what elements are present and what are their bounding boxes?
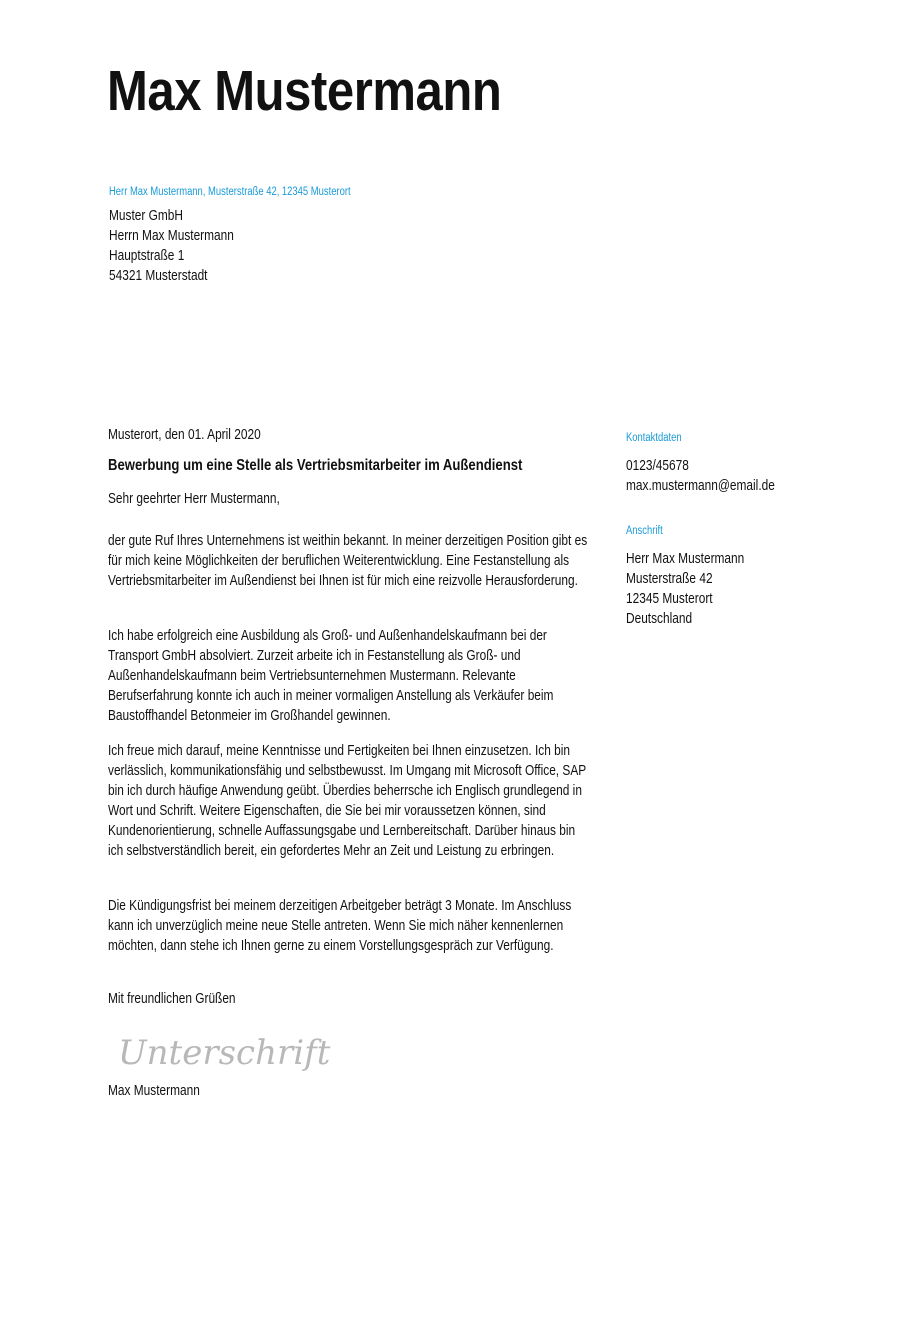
letter-closing: Mit freundlichen Grüßen (108, 991, 236, 1007)
address-name: Herr Max Mustermann (626, 551, 745, 567)
letter-salutation: Sehr geehrter Herr Mustermann, (108, 491, 280, 507)
contact-email: max.mustermann@email.de (626, 478, 775, 494)
signer-name: Max Mustermann (108, 1083, 200, 1099)
address-heading: Anschrift (626, 525, 663, 537)
letter-subject: Bewerbung um eine Stelle als Vertriebsmitarbeiter im Außendienst (108, 457, 523, 474)
signature-image (114, 1030, 354, 1080)
contact-block (626, 456, 808, 496)
recipient-company: Muster GmbH (109, 208, 184, 224)
body-paragraph-3: Ich freue mich darauf, meine Kenntnisse und Fertigkeiten bei Ihnen einzusetzen. Ich bin verlässlich, kommunikationsfähig und selbstbewusst. Im Umgang mit Microsoft Office, SAP bin ich durch häufige Anwendung geübt. Überdies beherrsche ich Englisch grundlegend in Wort und Schrift. Weitere Eigenschaften, die Sie bei mir voraussetzen können, sind Kundenorientierung, schnelle Auffassungsgabe und Lernbereitschaft. Darüber hinaus bin ich selbstverständlich bereit, ein gefordertes Mehr an Zeit und Leistung zu erbringen. (108, 743, 586, 859)
body-paragraph-4: Die Kündigungsfrist bei meinem derzeitigen Arbeitgeber beträgt 3 Monate. Im Anschluss kann ich unverzüglich meine neue Stelle antreten. Wenn Sie mich näher kennenlernen möchten, dann stehe ich Ihnen gerne zu einem Vorstellungsgespräch zur Verfügung. (108, 898, 572, 954)
signature-text: Unterschrift (118, 1033, 331, 1073)
recipient-street: Hauptstraße 1 (109, 248, 185, 264)
address-country: Deutschland (626, 611, 693, 627)
address-street: Musterstraße 42 (626, 571, 713, 587)
contact-heading: Kontaktdaten (626, 432, 682, 444)
body-paragraph-1: der gute Ruf Ihres Unternehmens ist weithin bekannt. In meiner derzeitigen Position gibt es für mich keine Möglichkeiten der beruflichen Weiterentwicklung. Eine Festanstellung als Vertriebsmitarbeiter im Außendienst bei Ihnen ist für mich eine reizvolle Herausforderung. (108, 533, 588, 589)
address-block (626, 549, 770, 629)
recipient-person: Herrn Max Mustermann (109, 228, 234, 244)
sender-return-address: Herr Max Mustermann, Musterstraße 42, 12345 Musterort (109, 186, 351, 198)
letter-date: Musterort, den 01. April 2020 (108, 427, 261, 443)
address-city: 12345 Musterort (626, 591, 713, 607)
applicant-name-heading: Max Mustermann (107, 59, 502, 123)
recipient-city: 54321 Musterstadt (109, 268, 208, 284)
contact-phone: 0123/45678 (626, 458, 689, 474)
body-paragraph-2: Ich habe erfolgreich eine Ausbildung als Groß- und Außenhandelskaufmann bei der Transport GmbH absolviert. Zurzeit arbeite ich in Festanstellung als Groß- und Außenhandelskaufmann beim Vertriebsunternehmen Mustermann. Relevante Berufserfahrung konnte ich auch in meiner vormaligen Anstellung als Verkäufer beim Baustoffhandel Betonmeier im Großhandel gewinnen. (108, 628, 554, 724)
recipient-address-block (109, 206, 261, 286)
